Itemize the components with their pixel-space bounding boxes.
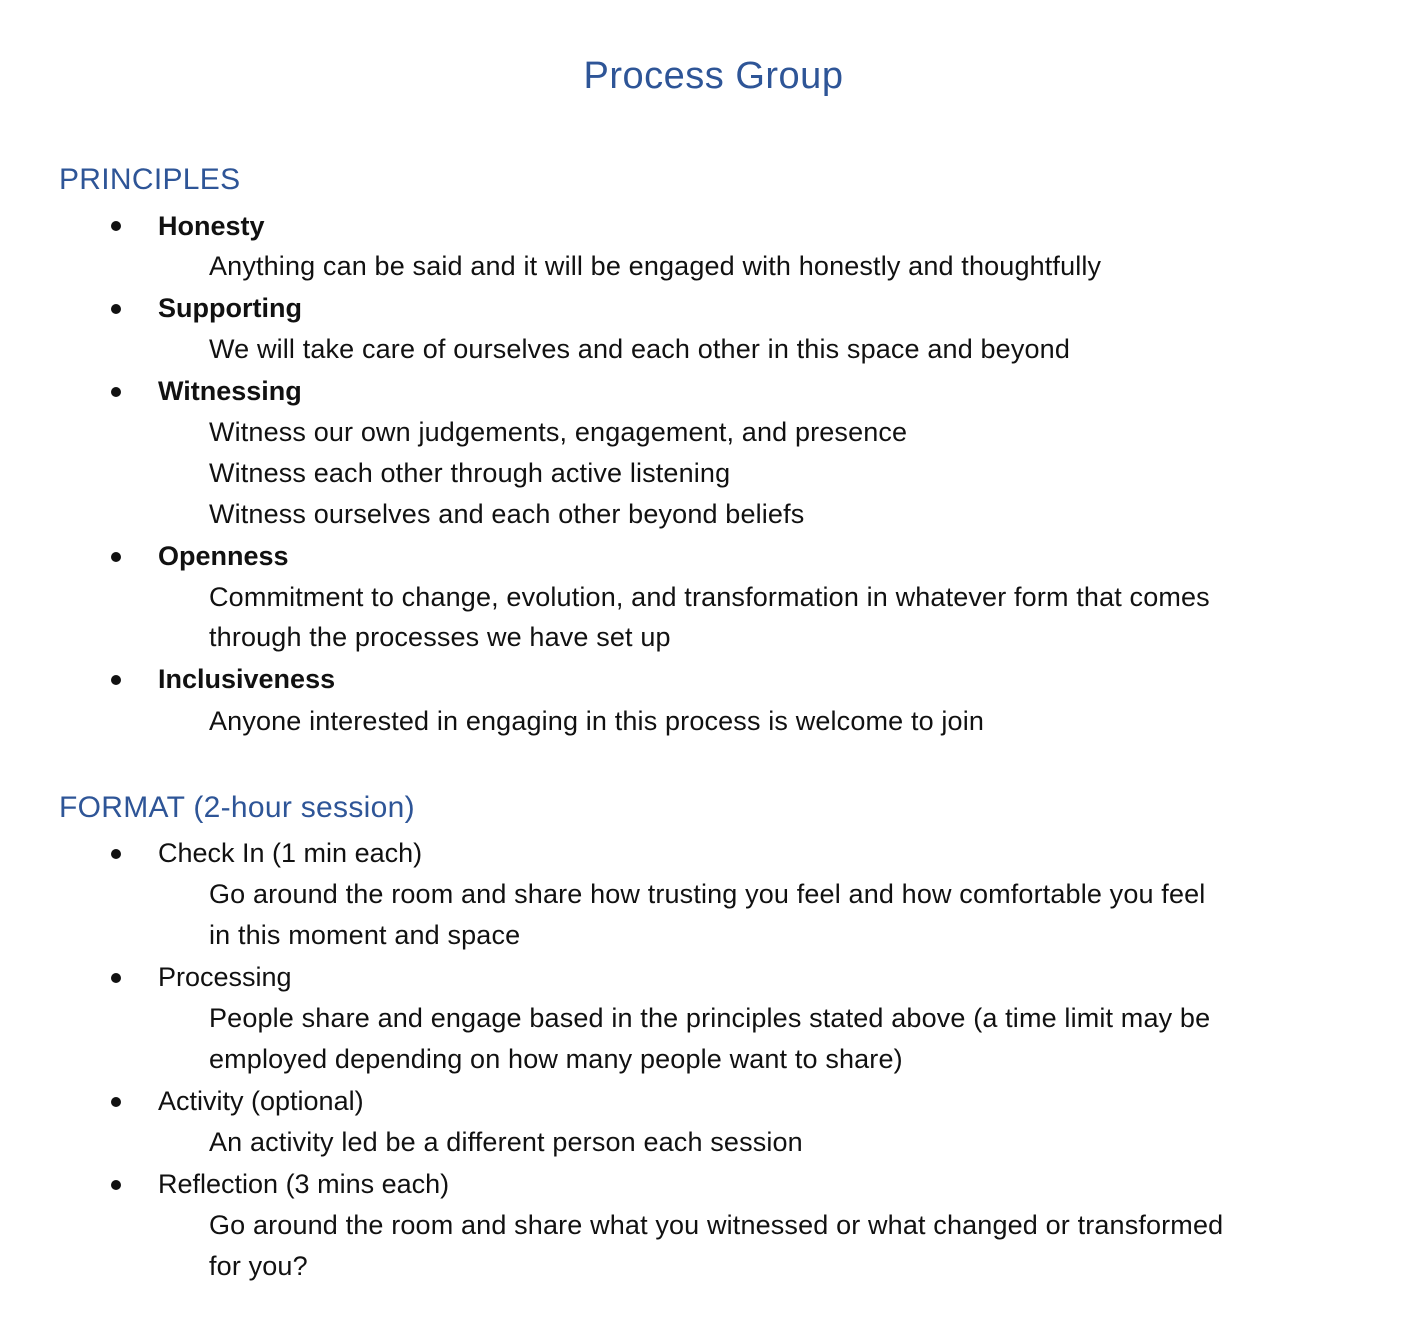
principle-description: Witness each other through active listening <box>209 458 731 488</box>
format-item-description: Go around the room and share what you witnessed or what changed or transformed <box>209 1210 1224 1240</box>
bullet-icon <box>111 675 121 685</box>
principle-title: Honesty <box>158 211 265 241</box>
format-item-description: Go around the room and share how trusting you feel and how comfortable you feel <box>209 879 1206 909</box>
principle-title: Witnessing <box>158 376 302 406</box>
principle-title: Supporting <box>158 293 302 323</box>
format-heading: FORMAT (2-hour session) <box>59 791 415 824</box>
bullet-icon <box>111 304 121 314</box>
bullet-icon <box>111 387 121 397</box>
format-item-description: People share and engage based in the principles stated above (a time limit may be <box>209 1003 1211 1033</box>
principle-description: through the processes we have set up <box>209 622 671 652</box>
format-item-description: in this moment and space <box>209 920 521 950</box>
format-item-title: Activity (optional) <box>158 1086 364 1116</box>
principle-description: Commitment to change, evolution, and transformation in whatever form that comes <box>209 582 1210 612</box>
document-title: Process Group <box>583 55 844 97</box>
bullet-icon <box>111 1097 121 1107</box>
bullet-icon <box>111 221 121 231</box>
principle-description: Anything can be said and it will be engaged with honestly and thoughtfully <box>209 251 1102 281</box>
bullet-icon <box>111 849 121 859</box>
format-item-description: employed depending on how many people want to share) <box>209 1044 903 1074</box>
bullet-icon <box>111 552 121 562</box>
format-item-description: An activity led be a different person each session <box>209 1127 803 1157</box>
format-item-description: for you? <box>209 1251 308 1281</box>
bullet-icon <box>111 1180 121 1190</box>
format-item-title: Reflection (3 mins each) <box>158 1169 450 1199</box>
principles-heading: PRINCIPLES <box>59 163 241 196</box>
principle-description: Anyone interested in engaging in this process is welcome to join <box>209 706 985 736</box>
format-item-title: Check In (1 min each) <box>158 838 423 868</box>
bullet-icon <box>111 973 121 983</box>
principle-title: Openness <box>158 541 289 571</box>
format-item-title: Processing <box>158 962 292 992</box>
principle-description: Witness our own judgements, engagement, and presence <box>209 417 908 447</box>
principle-title: Inclusiveness <box>158 664 336 694</box>
principle-description: We will take care of ourselves and each other in this space and beyond <box>209 334 1070 364</box>
principle-description: Witness ourselves and each other beyond beliefs <box>209 499 805 529</box>
